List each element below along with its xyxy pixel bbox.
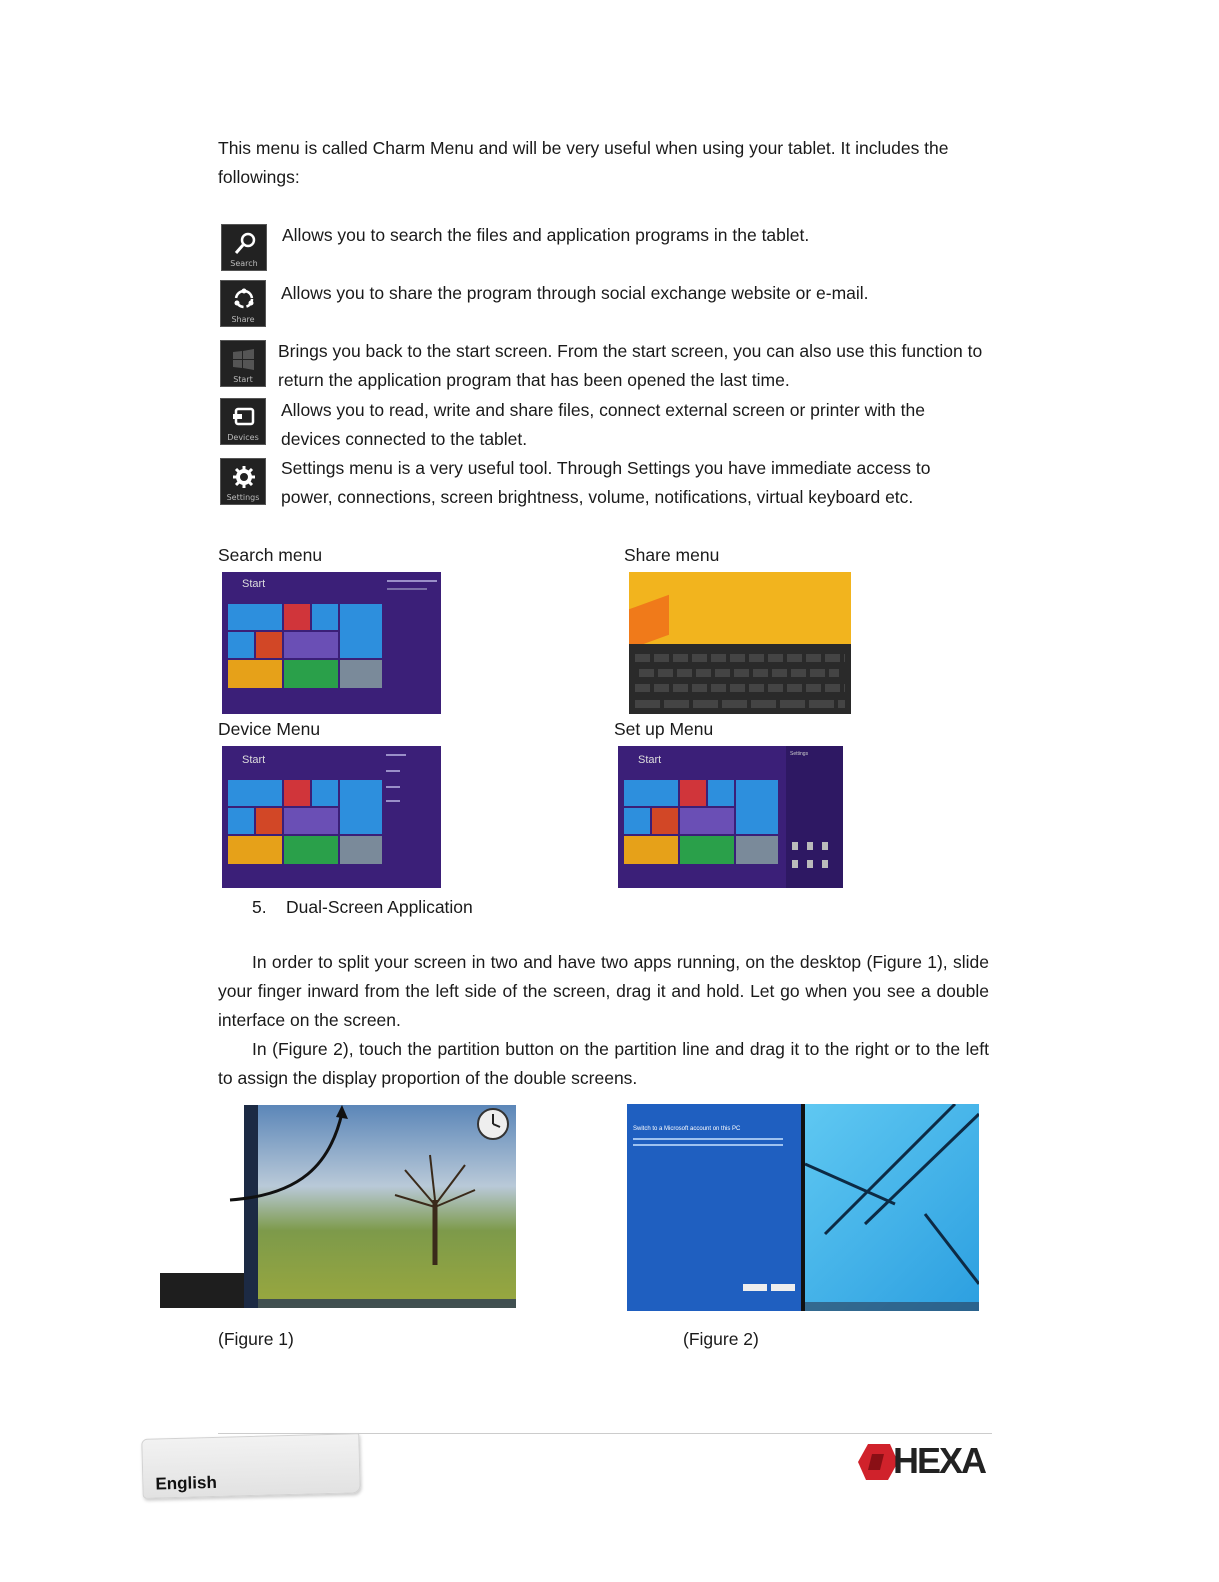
start-icon	[232, 347, 256, 373]
clock-icon	[476, 1107, 510, 1141]
settings-charm-description: Settings menu is a very useful tool. Through Settings you have immediate access to power, connections, screen brightness, volume, notifications, virtual keyboard etc.	[281, 458, 931, 507]
setup-menu-screenshot	[618, 746, 843, 888]
dual-screen-paragraph-1: In order to split your screen in two and have two apps running, on the desktop (Figure 1), slide your finger inward from the left side of the screen, drag it and hold. Let go when you see a double interface on the screen.	[218, 952, 989, 1030]
language-tab	[141, 1433, 360, 1499]
section-number: 5.	[252, 897, 267, 917]
devices-charm-icon	[220, 398, 266, 445]
share-charm-description: Allows you to share the program through social exchange website or e-mail.	[281, 283, 869, 303]
search-charm-description: Allows you to search the files and application programs in the tablet.	[282, 225, 810, 245]
devices-charm-label: Devices	[227, 433, 259, 442]
figure-1-image	[160, 1105, 516, 1308]
search-charm-icon	[221, 224, 267, 271]
settings-charm-icon	[220, 458, 266, 505]
search-charm-label: Search	[230, 259, 258, 268]
device-menu-screenshot	[222, 746, 441, 888]
share-charm-label: Share	[231, 315, 255, 324]
section-heading: Dual-Screen Application	[286, 897, 473, 917]
search-menu-screenshot	[222, 572, 441, 714]
figure-2-image	[627, 1104, 979, 1311]
figure-1-caption: (Figure 1)	[218, 1329, 294, 1349]
settings-charm-label: Settings	[226, 493, 260, 502]
devices-icon	[232, 405, 256, 431]
start-screen-label: Start	[638, 754, 662, 766]
search-menu-caption: Search menu	[218, 545, 323, 565]
start-charm-label: Start	[233, 375, 253, 384]
setup-menu-caption: Set up Menu	[614, 719, 714, 739]
language-label: English	[155, 1472, 218, 1494]
settings-icon	[232, 465, 256, 491]
search-icon	[233, 231, 257, 257]
share-menu-caption: Share menu	[624, 545, 720, 565]
swipe-arrow-icon	[220, 1105, 350, 1205]
device-menu-caption: Device Menu	[218, 719, 321, 739]
dual-screen-paragraph-2: In (Figure 2), touch the partition button on the partition line and drag it to the right or to the left to assign the display proportion of the double screens.	[218, 1039, 989, 1088]
share-icon	[232, 287, 256, 313]
start-screen-label: Start	[242, 578, 266, 590]
hexa-logo-icon	[858, 1442, 898, 1482]
share-charm-icon	[220, 280, 266, 327]
brand-name: HEXA	[893, 1440, 986, 1481]
share-menu-screenshot	[629, 572, 851, 714]
figure-2-dialog-title: Switch to a Microsoft account on this PC	[633, 1126, 741, 1132]
start-screen-label: Start	[242, 754, 266, 766]
intro-paragraph: This menu is called Charm Menu and will be very useful when using your tablet. It includes the followings:	[218, 138, 949, 187]
start-charm-description: Brings you back to the start screen. From the start screen, you can also use this function to return the application program that has been opened the last time.	[278, 341, 983, 390]
devices-charm-description: Allows you to read, write and share files, connect external screen or printer with the devices connected to the tablet.	[281, 400, 925, 449]
tree-icon	[390, 1145, 480, 1265]
start-charm-icon	[220, 340, 266, 387]
settings-panel-title: Settings	[790, 751, 809, 757]
window-pane-lines-icon	[805, 1104, 979, 1311]
figure-2-caption: (Figure 2)	[683, 1329, 759, 1349]
